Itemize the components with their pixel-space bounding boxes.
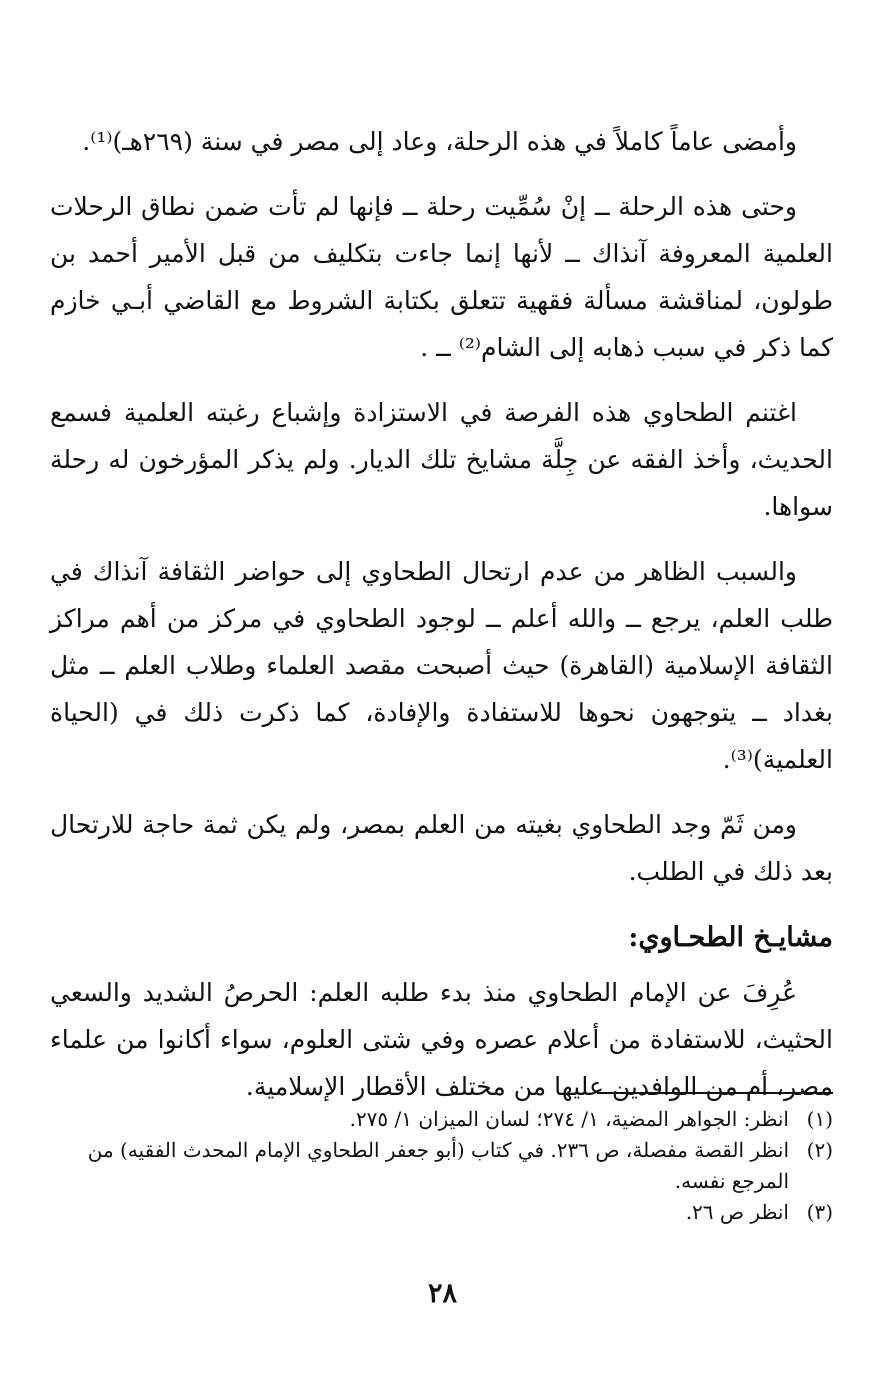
footnote-item: [50, 1104, 833, 1135]
footnote-item: [50, 1135, 833, 1197]
footnote-number: (٢): [806, 1138, 833, 1162]
paragraph-text: اغتنم الطحاوي هذه الفرصة في الاستزادة وإشباع رغبته العلمية فسمع الحديث، وأخذ الفقه عن جِلَّة مشايخ تلك الديار. ولم يذكر المؤرخون له رحلة سواها.: [50, 398, 833, 521]
paragraph-reason: [50, 548, 833, 783]
footnote-text: انظر القصة مفصلة، ص ٢٣٦. في كتاب (أبو جعفر الطحاوي الإمام المحدث الفقيه) من المرجع نفسه.: [87, 1138, 789, 1193]
footnote-divider: [597, 1092, 833, 1094]
footnote-number: (٣): [806, 1200, 833, 1224]
paragraph-conclusion: [50, 801, 833, 895]
footnote-text: انظر ص ٢٦.: [685, 1200, 789, 1224]
paragraph-text: عُرِفَ عن الإمام الطحاوي منذ بدء طلبه العلم: الحرصُ الشديد والسعي الحثيث، للاستفادة من أعلام عصره وفي شتى العلوم، سواء أكانوا من علماء مصر، أم من الوافدين عليها من مختلف الأقطار الإسلامية.: [50, 978, 833, 1101]
main-text-block: [50, 118, 833, 1128]
paragraph-text: وحتى هذه الرحلة ــ إنْ سُمِّيت رحلة ــ فإنها لم تأت ضمن نطاق الرحلات العلمية المعروفة آنذاك ــ لأنها إنما جاءت بتكليف من قبل الأمير أحمد بن طولون، لمناقشة مسألة فقهية تتعلق بكتابة الشروط مع القاضي أبـي خازم كما ذكر في سبب ذهابه إلى الشام⁽²⁾ ــ .: [50, 192, 833, 362]
footnote-item: [50, 1197, 833, 1228]
paragraph-opportunity: [50, 389, 833, 530]
paragraph-journey-purpose: [50, 183, 833, 371]
footnotes: [50, 1092, 833, 1228]
paragraph-teachers-intro: [50, 969, 833, 1110]
paragraph-journey-duration: [50, 118, 833, 165]
footnote-text: انظر: الجواهر المضية، ١/ ٢٧٤؛ لسان الميزان ١/ ٢٧٥.: [349, 1107, 789, 1131]
section-heading: مشايـخ الطحـاوي:: [628, 922, 833, 953]
paragraph-text: ومن ثَمّ وجد الطحاوي بغيته من العلم بمصر، ولم يكن ثمة حاجة للارتحال بعد ذلك في الطلب.: [50, 810, 833, 886]
paragraph-text: والسبب الظاهر من عدم ارتحال الطحاوي إلى حواضر الثقافة آنذاك في طلب العلم، يرجع ــ والله أعلم ــ لوجود الطحاوي في مركز من أهم مراكز الثقافة الإسلامية (القاهرة) حيث أصبحت مقصد العلماء وطلاب العلم ــ مثل بغداد ــ يتوجهون نحوها للاستفادة والإفادة، كما ذكرت ذلك في (الحياة العلمية)⁽³⁾.: [50, 557, 833, 774]
page-number: ٢٨: [427, 1278, 457, 1309]
footnote-number: (١): [806, 1107, 833, 1131]
paragraph-text: وأمضى عاماً كاملاً في هذه الرحلة، وعاد إلى مصر في سنة (٢٦٩هـ)⁽¹⁾.: [82, 127, 797, 156]
